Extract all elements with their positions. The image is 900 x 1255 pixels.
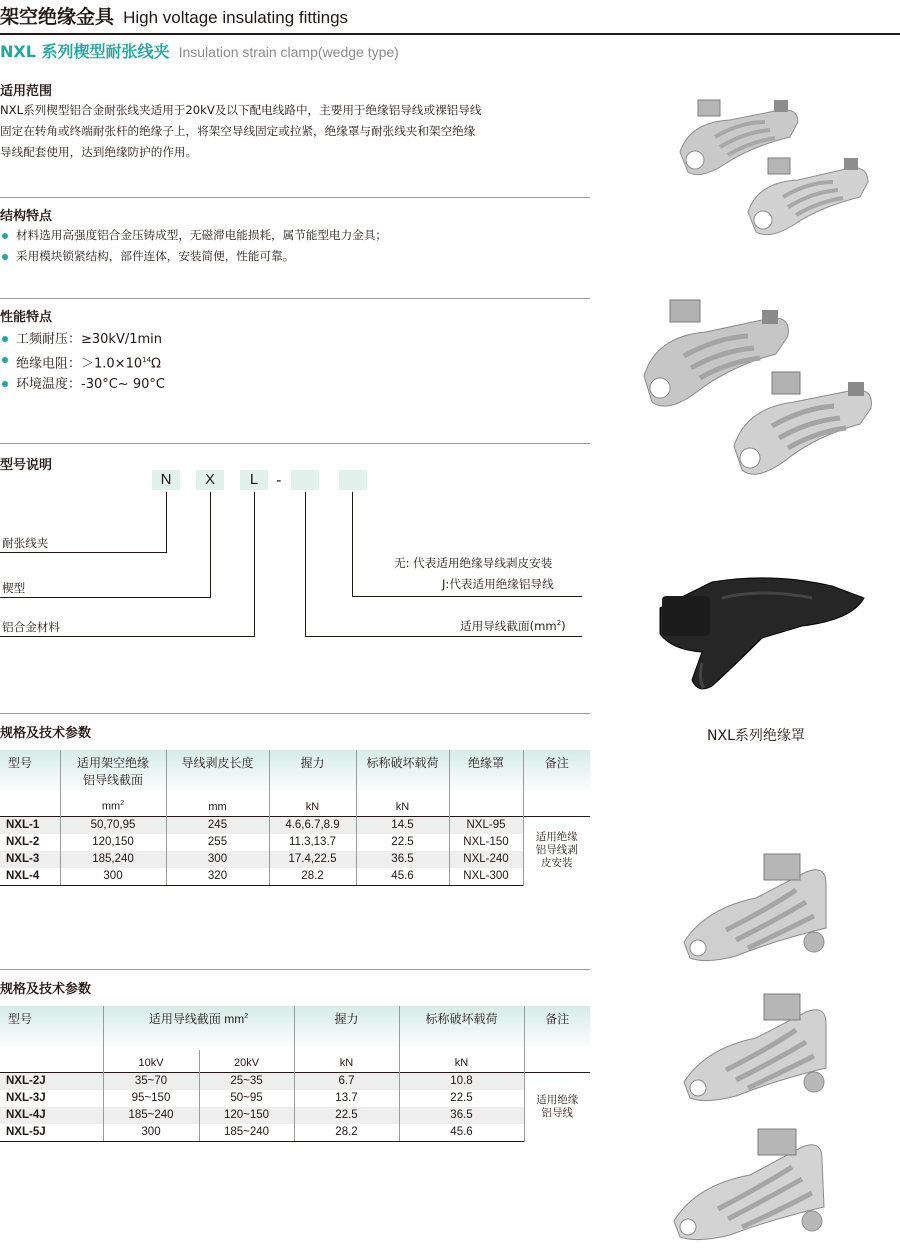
structure-heading: 结构特点 [0, 209, 53, 224]
cover-caption: NXL系列绝缘罩 [707, 728, 805, 744]
table-row: NXL-3J 95~150 50~95 13.7 22.5 [0, 1090, 590, 1107]
connector-line [0, 597, 211, 598]
list-item: 工频耐压：≥30kV/1min [0, 329, 165, 350]
bullet-icon [2, 233, 8, 239]
code-letter-l: L [240, 470, 268, 490]
header-divider [0, 33, 900, 35]
structure-list [0, 225, 387, 267]
col-header-model: 型号 [0, 1006, 103, 1050]
scope-line-3: 导线配套使用，达到绝缘防护的作用。 [0, 145, 198, 159]
unit-cell [0, 794, 60, 816]
connector-line [0, 552, 167, 553]
col-header-grip: 握力 [269, 750, 356, 794]
label-aluminum: 铝合金材料 [2, 620, 60, 634]
insulation-cover-photo [652, 568, 872, 698]
col-header-cover: 绝缘罩 [449, 750, 523, 794]
section-divider [0, 443, 590, 444]
list-item: 绝缘电阻：$>1.0\times 10^{14}\Omega$ [0, 350, 165, 374]
code-letter-n: N [152, 470, 180, 490]
code-letter-x: X [196, 470, 224, 490]
col-header-grip: 握力 [294, 1006, 399, 1050]
table-row: NXL-5J 300 185~240 28.2 45.6 [0, 1124, 590, 1142]
unit-cell [524, 1050, 590, 1072]
product-title-en: Insulation strain clamp(wedge type) [178, 44, 399, 60]
col-header-note: 备注 [523, 750, 590, 794]
performance-list [0, 329, 165, 395]
connector-line [305, 492, 306, 637]
code-dash: - [276, 471, 282, 489]
bullet-icon [2, 336, 8, 342]
unit-cell: kN [399, 1050, 524, 1072]
code-box-type [339, 470, 367, 490]
table-row: NXL-3 185,240 300 17.4,22.5 36.5 NXL-240 [0, 851, 590, 868]
unit-cell [0, 1050, 103, 1072]
connector-line [352, 596, 582, 597]
unit-cell: kN [269, 794, 356, 816]
list-item: 采用模块锁紧结构，部件连体，安装简便，性能可靠。 [0, 246, 387, 267]
unit-cell [449, 794, 523, 816]
note-cell: 适用绝缘 铝导线 [524, 1072, 590, 1141]
connector-line [254, 492, 255, 637]
bullet-icon [2, 381, 8, 387]
col-header-section: 适用导线截面 $mm^2$ [103, 1006, 294, 1050]
model-heading: 型号说明 [0, 458, 53, 473]
col-header-note: 备注 [524, 1006, 590, 1050]
table2-heading: 规格及技术参数 [0, 982, 92, 997]
scope-line-2: 固定在转角或终端耐张杆的绝缘子上，将架空导线固定或拉紧，绝缘罩与耐张线夹和架空绝缘 [0, 124, 476, 138]
table-row: NXL-4J 185~240 120~150 22.5 36.5 [0, 1107, 590, 1124]
strain-clamp-photo [738, 150, 888, 245]
scope-line-1: NXL系列楔型铝合金耐张线夹适用于20kV及以下配电线路中，主要用于绝缘铝导线或裸铝导线 [0, 103, 482, 117]
strain-clamp-photo [726, 368, 886, 483]
connector-line [0, 636, 255, 637]
table-row: NXL-1 50,70,95 245 4.6,6.7,8.9 14.5 NXL-95 适用绝缘 铝导线剥 皮安装 [0, 816, 590, 834]
unit-cell: kN [294, 1050, 399, 1072]
performance-heading: 性能特点 [0, 310, 53, 325]
table1-heading: 规格及技术参数 [0, 726, 92, 741]
scope-text [0, 100, 600, 163]
section-divider [0, 969, 590, 970]
col-header-model: 型号 [0, 750, 60, 794]
scope-heading: 适用范围 [0, 84, 53, 99]
section-divider [0, 197, 590, 198]
label-option-none: 无: 代表适用绝缘导线剥皮安装 [394, 556, 553, 570]
page-title-cn: 架空绝缘金具 [0, 6, 115, 28]
subhead-20kv: 20kV [199, 1050, 294, 1072]
label-section: 适用导线截面$(mm^2)$ [460, 619, 566, 633]
section-divider [0, 713, 590, 714]
connector-line [305, 636, 582, 637]
label-strain-clamp: 耐张线夹 [2, 536, 49, 550]
unit-cell: $mm^2$ [60, 794, 166, 816]
list-item: 环境温度：-30°C~ 90°C [0, 374, 165, 395]
connector-line [352, 492, 353, 597]
list-item: 材料选用高强度铝合金压铸成型，无磁滞电能损耗，属节能型电力金具； [0, 225, 387, 246]
note-cell: 适用绝缘 铝导线剥 皮安装 [523, 816, 590, 885]
col-header-breaking-load: 标称破坏载荷 [399, 1006, 524, 1050]
spec-table-2 [0, 1006, 590, 1142]
col-header-breaking-load: 标称破坏载荷 [356, 750, 449, 794]
bullet-icon [2, 357, 8, 363]
strain-clamp-photo [676, 990, 856, 1105]
unit-cell [523, 794, 590, 816]
connector-line [210, 492, 211, 598]
connector-line [166, 492, 167, 552]
strain-clamp-photo [676, 850, 856, 965]
bullet-icon [2, 254, 8, 260]
label-option-j: J:代表适用绝缘铝导线 [442, 577, 554, 591]
subhead-10kv: 10kV [103, 1050, 199, 1072]
product-title [0, 39, 399, 62]
page-title [0, 2, 348, 28]
code-box-section [291, 470, 319, 490]
col-header-strip-length: 导线剥皮长度 [166, 750, 269, 794]
unit-cell: kN [356, 794, 449, 816]
label-wedge: 楔型 [2, 581, 26, 595]
col-header-section: 适用架空绝缘 铝导线截面 [60, 750, 166, 794]
page-title-en: High voltage insulating fittings [123, 8, 349, 27]
section-divider [0, 298, 590, 299]
table-row: NXL-4 300 320 28.2 45.6 NXL-300 [0, 868, 590, 886]
strain-clamp-photo [666, 1125, 856, 1245]
unit-cell: mm [166, 794, 269, 816]
product-title-cn: NXL 系列楔型耐张线夹 [0, 42, 170, 61]
table-row: NXL-2 120,150 255 11.3,13.7 22.5 NXL-150 [0, 834, 590, 851]
table-row: NXL-2J 35~70 25~35 6.7 10.8 适用绝缘 铝导线 [0, 1072, 590, 1090]
spec-table-1 [0, 750, 590, 886]
